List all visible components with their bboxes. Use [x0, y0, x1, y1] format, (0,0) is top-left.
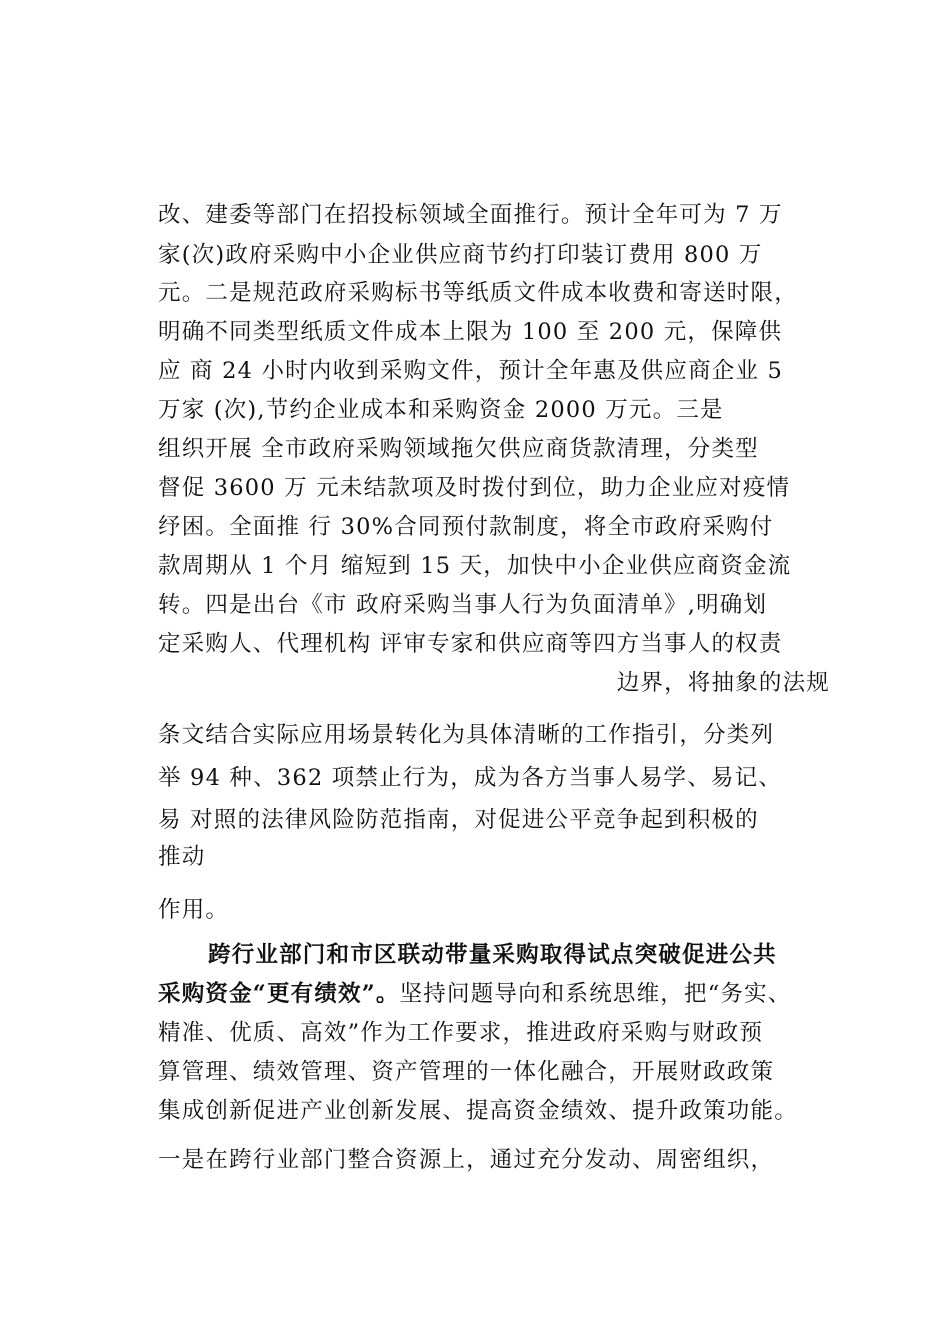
text-line: 算管理、绩效管理、资产管理的一体化融合，开展财政政策: [158, 1059, 775, 1085]
text-line: 作用。: [158, 897, 230, 923]
text-line: 明确不同类型纸质文件成本上限为 100 至 200 元，保障供: [158, 319, 783, 345]
text-line: 推动: [158, 844, 206, 870]
text-line: 精准、优质、高效”作为工作要求，推进政府采购与财政预: [158, 1020, 764, 1046]
section-heading: 跨行业部门和市区联动带量采购取得试点突破促进公共: [208, 942, 777, 968]
text-line: 集成创新促进产业创新发展、提高资金绩效、提升政策功能。: [158, 1098, 798, 1124]
text-line: 应 商 24 小时内收到采购文件，预计全年惠及供应商企业 5: [158, 358, 784, 384]
text-line: 改、建委等部门在招投标领域全面推行。预计全年可为 7 万: [158, 202, 783, 228]
text-line: 督促 3600 万 元未结款项及时拨付到位，助力企业应对疫情: [158, 475, 791, 501]
text-line: 定采购人、代理机构 评审专家和供应商等四方当事人的权责: [158, 631, 783, 657]
text-line: 组织开展 全市政府采购领域拖欠供应商货款清理，分类型: [158, 436, 759, 462]
text-line: 家(次)政府采购中小企业供应商节约打印装订费用 800 万: [158, 242, 763, 268]
text-line: 转。四是出台《市 政府采购当事人行为负面清单》,明确划: [158, 592, 768, 618]
text-line: 条文结合实际应用场景转化为具体清晰的工作指引，分类列: [158, 722, 775, 748]
text-line: 纾困。全面推 行 30%合同预付款制度，将全市政府采购付: [158, 514, 774, 540]
text-line: 款周期从 1 个月 缩短到 15 天，加快中小企业供应商资金流: [158, 553, 792, 579]
text-line: 易 对照的法律风险防范指南，对促进公平竞争起到积极的: [158, 807, 759, 833]
text-line: 一是在跨行业部门整合资源上，通过充分发动、周密组织，: [158, 1147, 775, 1173]
text-line: 万家 (次),节约企业成本和采购资金 2000 万元。三是: [158, 397, 724, 423]
text-line: 举 94 种、362 项禁止行为，成为各方当事人易学、易记、: [158, 765, 783, 791]
text-line: 边界，将抽象的法规: [616, 670, 830, 696]
text-line: [158, 979, 830, 1009]
section-heading-end: 采购资金“更有绩效”。: [158, 981, 400, 1007]
text-span: 坚持问题导向和系统思维，把“务实、: [399, 981, 792, 1007]
text-line: 元。二是规范政府采购标书等纸质文件成本收费和寄送时限，: [158, 280, 798, 306]
